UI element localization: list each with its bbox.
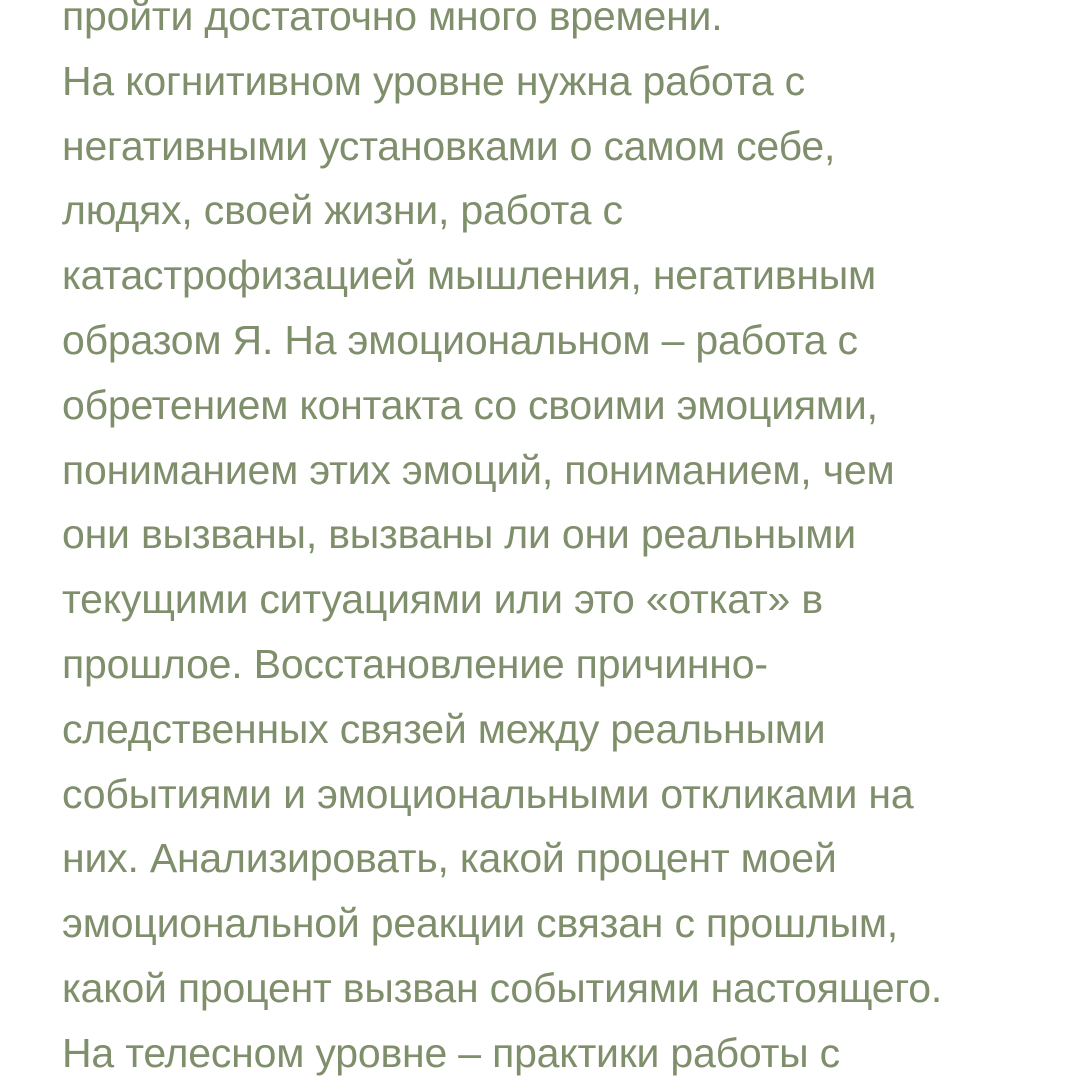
text-line: образом Я. На эмоциональном – работа с: [62, 316, 858, 363]
text-line: катастрофизацией мышления, негативным: [62, 252, 877, 299]
text-line: них. Анализировать, какой процент моей: [62, 835, 837, 882]
text-line: пониманием этих эмоций, пониманием, чем: [62, 446, 895, 493]
text-line: негативными установками о самом себе,: [62, 122, 836, 169]
text-line: людях, своей жизни, работа с: [62, 187, 623, 234]
text-line: На телесном уровне – практики работы с: [62, 1029, 840, 1076]
text-line: текущими ситуациями или это «откат» в: [62, 576, 823, 623]
text-line: эмоциональной реакции связан с прошлым,: [62, 900, 899, 947]
text-line: На когнитивном уровне нужна работа с: [62, 57, 805, 104]
article-text: [62, 0, 1052, 1086]
text-line: следственных связей между реальными: [62, 705, 826, 752]
text-line: прошлое. Восстановление причинно-: [62, 640, 768, 687]
text-line: пройти достаточно много времени.: [62, 0, 723, 39]
text-line: событиями и эмоциональными откликами на: [62, 770, 914, 817]
text-line: какой процент вызван событиями настоящего.: [62, 964, 943, 1011]
text-line: обретением контакта со своими эмоциями,: [62, 381, 878, 428]
text-line: они вызваны, вызваны ли они реальными: [62, 511, 856, 558]
